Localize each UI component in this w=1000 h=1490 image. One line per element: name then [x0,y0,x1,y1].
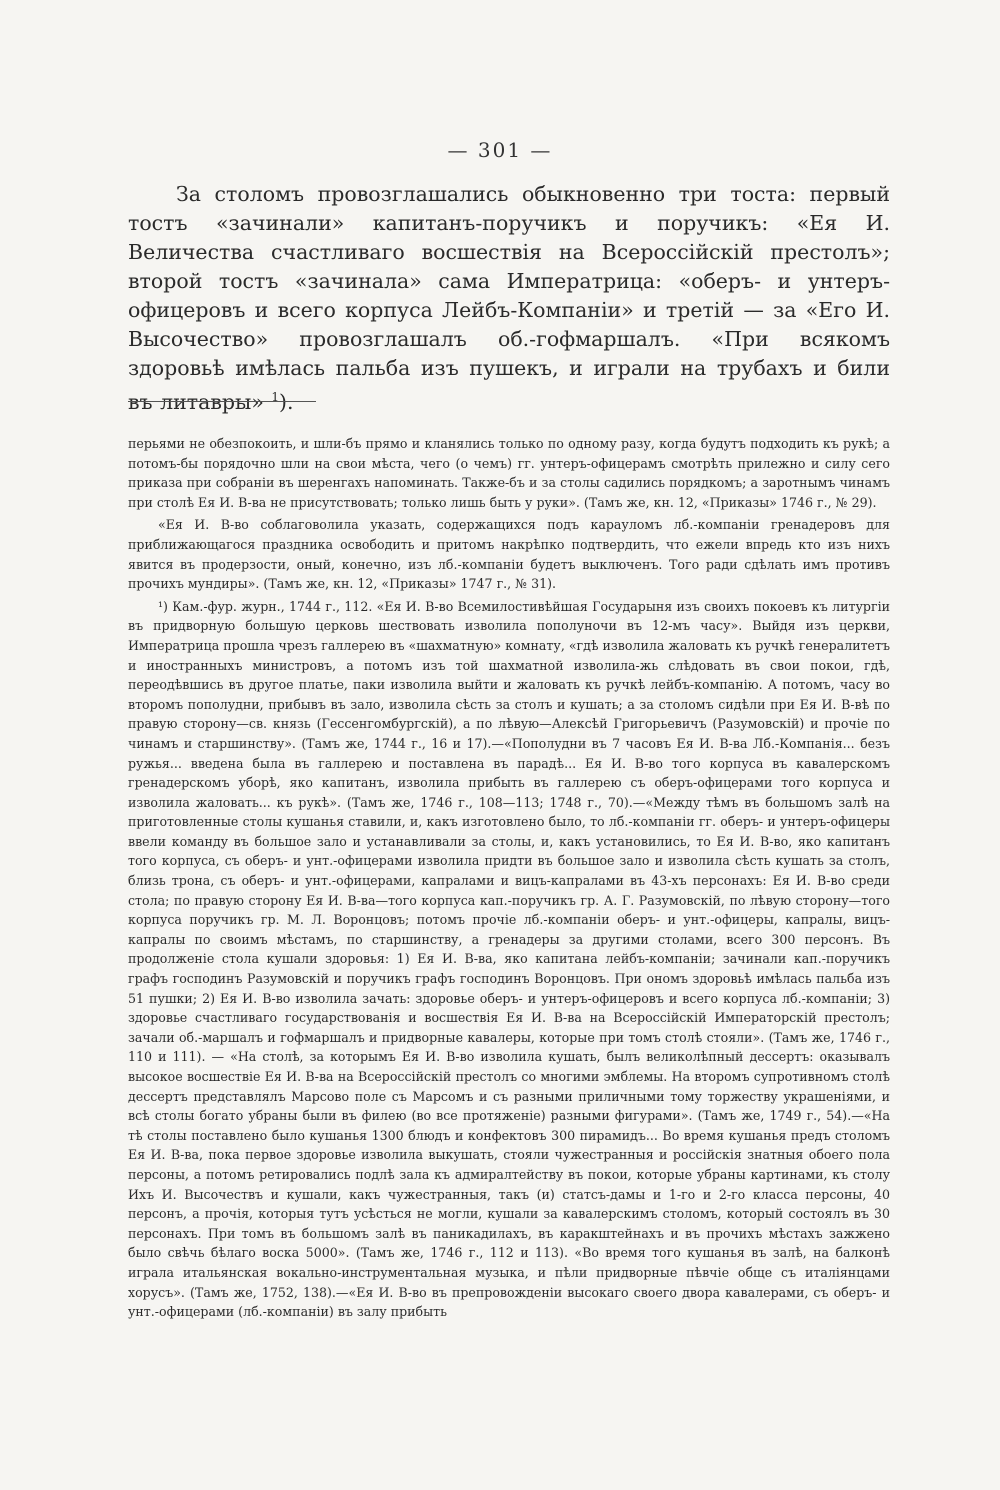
main-paragraph-text: За столомъ провозглашались обыкновенно три тоста: первый тостъ «зачинали» капитанъ-поручикъ и поручикъ: «Ея И. Величества счастливаго восшествія на Всероссійскій престолъ»; второй тостъ «зачинала» сама Императрица: «оберъ- и унтеръ-офицеровъ и всего корпуса Лейбъ-Компаніи» и третій — за «Его И. Высочество» провозглашалъ об.-гофмаршалъ. «При всякомъ здоровьѣ имѣлась пальба изъ пушекъ, и играли на трубахъ и били въ литавры» [128,182,890,414]
main-paragraph-end: ). [279,389,294,414]
footnote-mark: 1 [271,390,280,404]
footnotes [128,434,890,1322]
footnote-order: «Ея И. В-во соблаговолила указать, содержащихся подъ карауломъ лб.-компаніи гренадеровъ для приближающагося праздника освободить и притомъ накрѣпко подтвердить, что ежели впредь кто изъ нихъ явится въ продерзости, оный, конечно, изъ лб.-компаніи будетъ выключенъ. Того ради сдѣлать имъ противъ прочихъ мундиры». (Тамъ же, кн. 12, «Приказы» 1747 г., № 31). [128,517,890,592]
footnote-1: ¹) Кам.-фур. журн., 1744 г., 112. «Ея И. В-во Всемилостивѣйшая Государыня изъ своихъ покоевъ къ литургіи въ придворную большую церковь шествовать изволила пополуночи въ 12-мъ часу». Выйдя изъ церкви, Императрица прошла чрезъ галлерею въ «шахматную» комнату, «гдѣ изволила жаловать къ ручкѣ генералитетъ и иностранныхъ министровъ, а потомъ изъ той шахматной изволила-жь слѣдовать въ свои покои, гдѣ, переодѣвшись въ другое платье, паки изволила выйти и жаловать къ ручкѣ лейбъ-компанію. А потомъ, часу во второмъ пополудни, прибывъ въ зало, изволила сѣсть за столъ и кушать; а за столомъ сидѣли при Ея И. В-вѣ по правую сторону—св. князь (Гессенгомбургскій), а по лѣвую—Алексѣй Григорьевичъ (Разумовскій) и прочіе по чинамъ и старшинству». (Тамъ же, 1744 г., 16 и 17).—«Пополудни въ 7 часовъ Ея И. В-ва Лб.-Компанія... безъ ружья... введена была въ галлерею и поставлена въ парадѣ... Ея И. В-во того корпуса въ кавалерскомъ гренадерскомъ уборѣ, яко капитанъ, изволила прибыть въ галлерею съ оберъ-офицерами того корпуса и изволила жаловать... къ рукѣ». (Тамъ же, 1746 г., 108—113; 1748 г., 70).—«Между тѣмъ въ большомъ залѣ на приготовленные столы кушанья ставили, и, какъ изготовлено было, то лб.-компаніи гг. оберъ- и унтеръ-офицеры ввели команду въ большое зало и устанавливали за столы, и, какъ установились, то Ея И. В-во, яко капитанъ того корпуса, съ оберъ- и унт.-офицерами изволила придти въ большое зало и изволила сѣсть кушать за столъ, близь трона, съ оберъ- и унт.-офицерами, капралами и вицъ-капралами въ 43-хъ персонахъ: Ея И. В-во среди стола; по правую сторону Ея И. В-ва—того корпуса кап.-поручикъ гр. А. Г. Разумовскій, по лѣвую сторону—того корпуса поручикъ гр. М. Л. Воронцовъ; потомъ прочіе лб.-компаніи оберъ- и унт.-офицеры, капралы, вицъ-капралы по своимъ мѣстамъ, по старшинству, а гренадеры за другими столами, всего 300 персонъ. Въ продолженіе стола кушали здоровья: 1) Ея И. В-ва, яко капитана лейбъ-компаніи; зачинали кап.-поручикъ графъ господинъ Разумовскій и поручикъ графъ господинъ Воронцовъ. При ономъ здоровьѣ имѣлась пальба изъ 51 пушки; 2) Ея И. В-во изволила зачать: здоровье оберъ- и унтеръ-офицеровъ и всего корпуса лб.-компаніи; 3) здоровье счастливаго государствованія и восшествія Ея И. В-ва на Всероссійскій Императорскій престолъ; зачали об.-маршалъ и гофмаршалъ и придворные кавалеры, которые при томъ столѣ стояли». (Тамъ же, 1746 г., 110 и 111). — «На столѣ, за которымъ Ея И. В-во изволила кушать, былъ великолѣпный дессертъ: оказывалъ высокое восшествіе Ея И. В-ва на Всероссійскій престолъ со многими эмблемы. На второмъ супротивномъ столѣ дессертъ представлялъ Марсово поле съ Марсомъ и съ разными приличными тому торжеству украшеніями, и всѣ столы богато убраны были въ филею (во все протяженіе) разными фигурами». (Тамъ же, 1749 г., 54).—«На тѣ столы поставлено было кушанья 1300 блюдъ и конфектовъ 300 пирамидъ... Во время кушанья предъ столомъ Ея И. В-ва, пока первое здоровье изволила выкушать, стояли чужестранныя и россійскія знатныя обоего пола персоны, а потомъ ретировались подлѣ зала къ адмиралтейству въ покои, которые убраны картинами, къ столу Ихъ И. Высочествъ и кушали, какъ чужестранныя, такъ (и) статсъ-дамы и 1-го и 2-го класса персоны, 40 персонъ, а прочія, которыя тутъ усѣсться не могли, кушали за кавалерскимъ столомъ, который состоялъ въ 30 персонахъ. При томъ въ большомъ залѣ въ паникадилахъ, въ каракштейнахъ и въ прочихъ мѣстахъ зажжено было свѣчь бѣлаго воска 5000». (Тамъ же, 1746 г., 112 и 113). «Во время того кушанья въ залѣ, на балконѣ играла итальянская вокально-инструментальная музыка, и пѣли придворные пѣвчіе обще съ италіянцами хорусъ». (Тамъ же, 1752, 138).—«Ея И. В-во въ препровожденіи высокаго своего двора кавалерами, съ оберъ- и унт.-офицерами (лб.-компаніи) въ залу прибыть [128,598,890,1320]
footnote-divider [128,401,316,402]
footnote-continuation: перьями не обезпокоить, и шли-бъ прямо и кланялись только по одному разу, когда будутъ подходить къ рукѣ; а потомъ-бы порядочно шли на свои мѣста, чего (о чемъ) гг. унтеръ-офицерамъ смотрѣть прилежно и силу сего приказа при собраніи въ шеренгахъ напоминать. Также-бъ и за столы садились порядкомъ; а заротнымъ чинамъ при столѣ Ея И. В-ва не присутствовать; только лишь быть у руки». (Тамъ же, кн. 12, «Приказы» 1746 г., № 29). [128,436,890,510]
main-paragraph [128,180,890,417]
page-number: — 301 — [447,138,553,162]
main-text [128,180,890,417]
